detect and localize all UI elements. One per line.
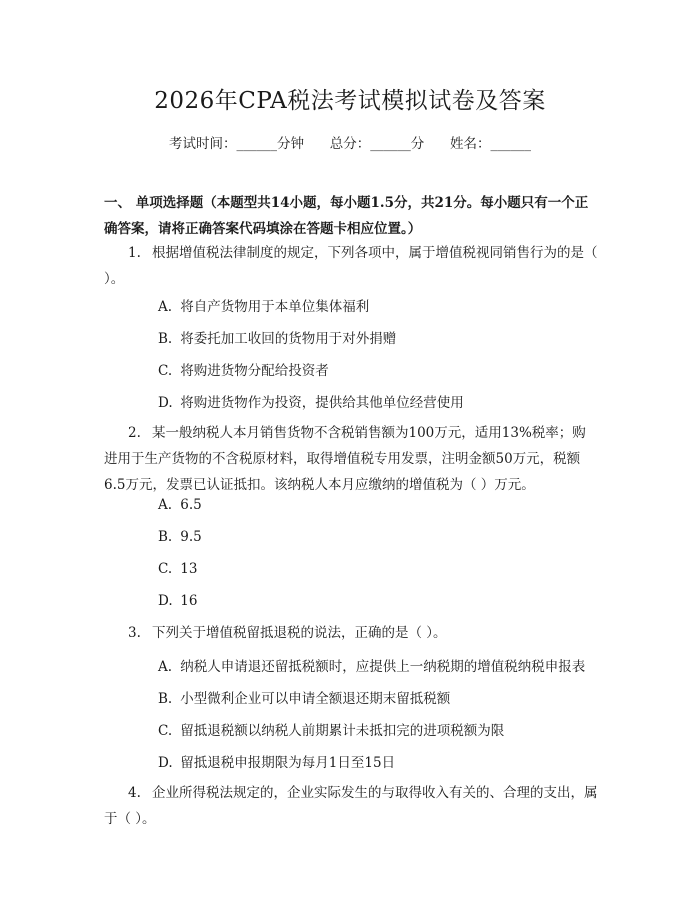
option-text: 纳税人申请退还留抵税额时，应提供上一纳税期的增值税纳税申报表 [180,659,586,675]
document-title: 2026年CPA税法考试模拟试卷及答案 [154,88,546,114]
question-text: 某一般纳税人本月销售货物不含税销售额为100万元，适用13%税率；购进用于生产货物的不含税原材料，取得增值税专用发票，注明金额50万元，税额6.5万元，发票已认证抵扣。该纳税人本月应缴纳的增值税为（ ）万元。 [104,425,586,493]
question-number: 3. [128,625,141,641]
option-1d [158,391,598,411]
option-2a [158,497,598,513]
option-letter: B. [158,331,173,347]
exam-info-line: 考试时间：______分钟 总分：______分 姓名：______ [169,136,531,152]
option-2c [158,561,598,577]
question-2 [104,420,598,498]
option-text: 13 [180,561,198,577]
question-text: 根据增值税法律制度的规定，下列各项中，属于增值税视同销售行为的是（ ）。 [104,245,598,287]
option-3d [158,751,598,771]
option-text: 将委托加工收回的货物用于对外捐赠 [180,331,397,347]
section-heading: 一、 单项选择题（本题型共14小题，每小题1.5分，共21分。每小题只有一个正确答案，请将正确答案代码填涂在答题卡相应位置。） [104,195,589,237]
option-letter: B. [158,691,173,707]
question-1 [104,240,598,292]
option-letter: D. [158,593,173,609]
option-letter: C. [158,723,173,739]
question-text: 下列关于增值税留抵退税的说法，正确的是（ ）。 [152,625,447,641]
option-letter: C. [158,561,173,577]
option-text: 留抵退税额以纳税人前期累计未抵扣完的进项税额为限 [180,723,505,739]
option-letter: A. [158,497,173,513]
question-number: 1. [128,245,141,261]
question-text: 企业所得税法规定的，企业实际发生的与取得收入有关的、合理的支出，属于（ ）。 [104,785,598,827]
option-1a [158,295,598,315]
option-letter: D. [158,755,173,771]
option-letter: C. [158,363,173,379]
option-text: 将购进货物分配给投资者 [180,363,329,379]
option-3b [158,687,598,707]
option-letter: B. [158,529,173,545]
option-text: 16 [180,593,198,609]
option-text: 9.5 [180,529,202,545]
option-2d [158,593,598,609]
question-3 [104,620,598,646]
option-text: 将自产货物用于本单位集体福利 [180,299,370,315]
option-text: 将购进货物作为投资，提供给其他单位经营使用 [180,395,464,411]
question-number: 4. [128,785,141,801]
option-letter: D. [158,395,173,411]
question-4 [104,780,598,832]
option-3c [158,719,598,739]
option-2b [158,529,598,545]
option-text: 小型微利企业可以申请全额退还期末留抵税额 [180,691,451,707]
option-text: 留抵退税申报期限为每月1日至15日 [180,755,396,771]
option-1b [158,327,598,347]
option-letter: A. [158,659,173,675]
option-1c [158,359,598,379]
option-3a [158,655,598,675]
option-letter: A. [158,299,173,315]
question-number: 2. [128,425,141,441]
option-text: 6.5 [180,497,202,513]
